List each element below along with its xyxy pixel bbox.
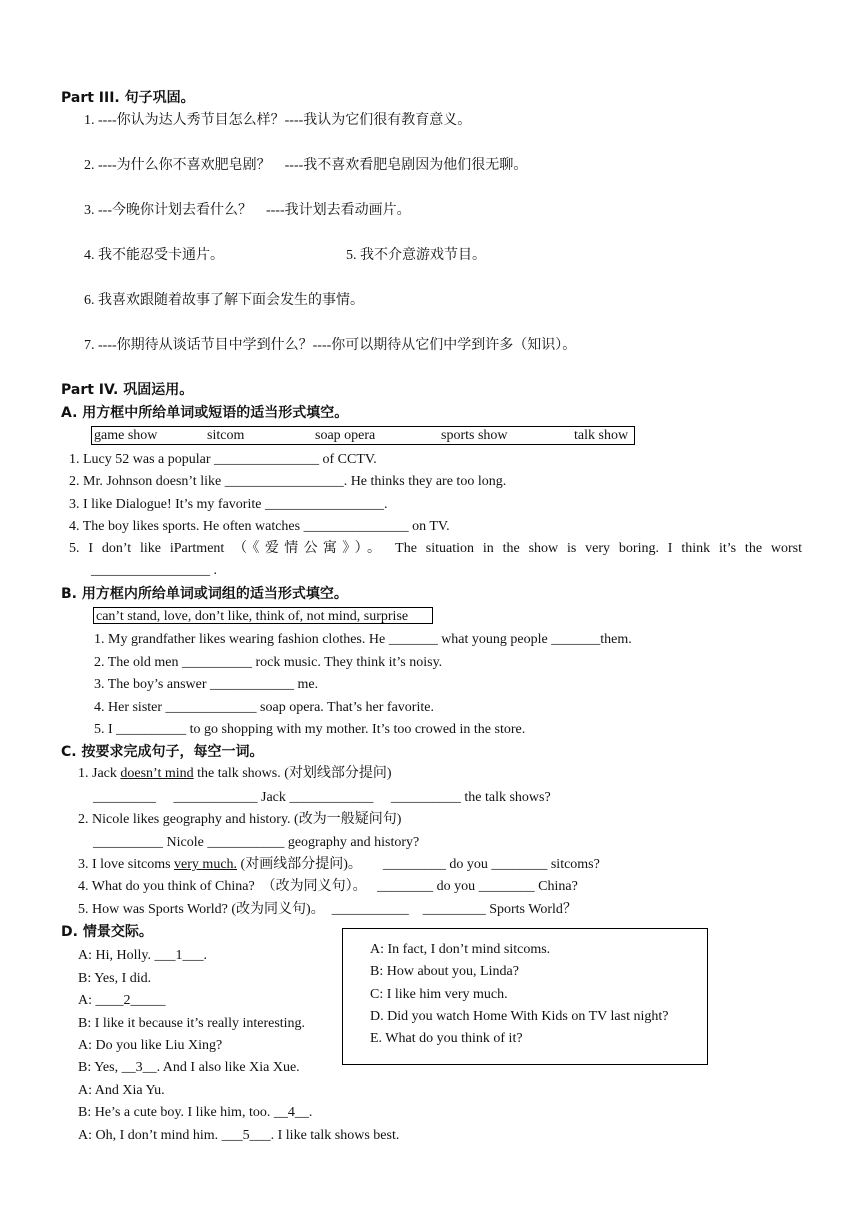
dialogue-line: B: Yes, I did. [78,971,152,986]
part3-item-4: 4. 我不能忍受卡通片。 [84,248,224,263]
word-box-a-item: talk show [574,428,629,443]
dialogue-line: B: I like it because it’s really interesting. [78,1016,306,1031]
dialogue-line: A: And Xia Yu. [78,1083,165,1098]
section-b-title: B. 用方框内所给单词或词组的适当形式填空。 [61,586,348,602]
dialogue-line: A: Hi, Holly. ___1___. [78,948,207,963]
q3-text: 3. I love sitcoms [78,857,175,872]
section-c-a1: _________ ____________ Jack ____________ __________ the talk shows? [93,790,551,805]
part4-title: Part IV. 巩固运用。 [61,382,194,398]
word-box-a-item: game show [94,428,158,443]
part3-item-1: 1. ----你认为达人秀节目怎么样？----我认为它们很有教育意义。 [84,113,472,128]
word-box-a-item: sports show [441,428,508,443]
section-c-q1 [78,765,392,783]
section-c-a2: __________ Nicole ___________ geography and history? [93,835,420,850]
part3-title: Part III. 句子巩固。 [61,90,195,106]
section-a-item-5-blank: _________________ . [91,563,217,578]
option-b: B: How about you, Linda? [370,964,519,979]
section-c-q2: 2. Nicole likes geography and history. (改为一般疑问句) [78,812,402,827]
section-d-title: D. 情景交际。 [61,924,153,940]
section-c-q5: 5. How was Sports World? (改为同义句)。 ___________ _________ Sports World？ [78,902,577,917]
section-a-item-1: 1. Lucy 52 was a popular _______________ of CCTV. [69,452,377,467]
section-b-item-5: 5. I __________ to go shopping with my mother. It’s too crowed in the store. [94,722,526,737]
word-box-a [91,426,635,445]
section-b-item-4: 4. Her sister _____________ soap opera. That’s her favorite. [94,700,434,715]
section-b-item-1: 1. My grandfather likes wearing fashion clothes. He _______ what young people _______them. [94,632,632,647]
part3-item-7: 7. ----你期待从谈话节目中学到什么？----你可以期待从它们中学到许多（知识）。 [84,338,577,353]
option-a: A: In fact, I don’t mind sitcoms. [370,942,551,957]
option-d: D. Did you watch Home With Kids on TV last night? [370,1009,669,1024]
option-e: E. What do you think of it? [370,1031,523,1046]
section-c-title: C. 按要求完成句子，每空一词。 [61,744,264,760]
section-a-item-3: 3. I like Dialogue! It’s my favorite _________________. [69,497,388,512]
section-c-q4: 4. What do you think of China? （改为同义句）。 ________ do you ________ China? [78,879,578,894]
word-box-a-item: soap opera [315,428,376,443]
section-b-item-3: 3. The boy’s answer ____________ me. [94,677,319,692]
word-box-b: can’t stand, love, don’t like, think of, not mind, surprise [93,607,433,624]
section-a-item-2: 2. Mr. Johnson doesn’t like _________________. He thinks they are too long. [69,474,507,489]
q1-instruction: the talk shows. (对划线部分提问) [193,766,392,781]
option-c: C: I like him very much. [370,987,508,1002]
options-box-d [342,928,708,1065]
dialogue-line: A: ____2_____ [78,993,166,1008]
q3-underlined: very much. [174,857,238,872]
section-a-title: A. 用方框中所给单词或短语的适当形式填空。 [61,405,349,421]
part3-item-3: 3. ---今晚你计划去看什么？ ----我计划去看动画片。 [84,203,411,218]
q1-text: 1. Jack [78,766,121,781]
q3-answer: (对画线部分提问)。 _________ do you ________ sitcoms? [237,857,600,872]
dialogue-line: B: He’s a cute boy. I like him, too. __4__. [78,1105,313,1120]
part3-item-5: 5. 我不介意游戏节目。 [346,248,486,263]
part3-item-2: 2. ----为什么你不喜欢肥皂剧？ ----我不喜欢看肥皂剧因为他们很无聊。 [84,158,528,173]
section-a-item-4: 4. The boy likes sports. He often watches _______________ on TV. [69,519,450,534]
word-box-a-item: sitcom [207,428,245,443]
part3-item-6: 6. 我喜欢跟随着故事了解下面会发生的事情。 [84,293,364,308]
dialogue-line: A: Do you like Liu Xing? [78,1038,223,1053]
dialogue-line: A: Oh, I don’t mind him. ___5___. I like talk shows best. [78,1128,400,1143]
section-a-item-5: 5. I don’t like iPartment （《爱情公寓》）。 The situation in the show is very boring. I think it’s the worst [69,541,802,556]
q1-underlined: doesn’t mind [120,766,194,781]
section-c-q3 [78,856,600,874]
section-b-item-2: 2. The old men __________ rock music. They think it’s noisy. [94,655,443,670]
dialogue-line: B: Yes, __3__. And I also like Xia Xue. [78,1060,300,1075]
